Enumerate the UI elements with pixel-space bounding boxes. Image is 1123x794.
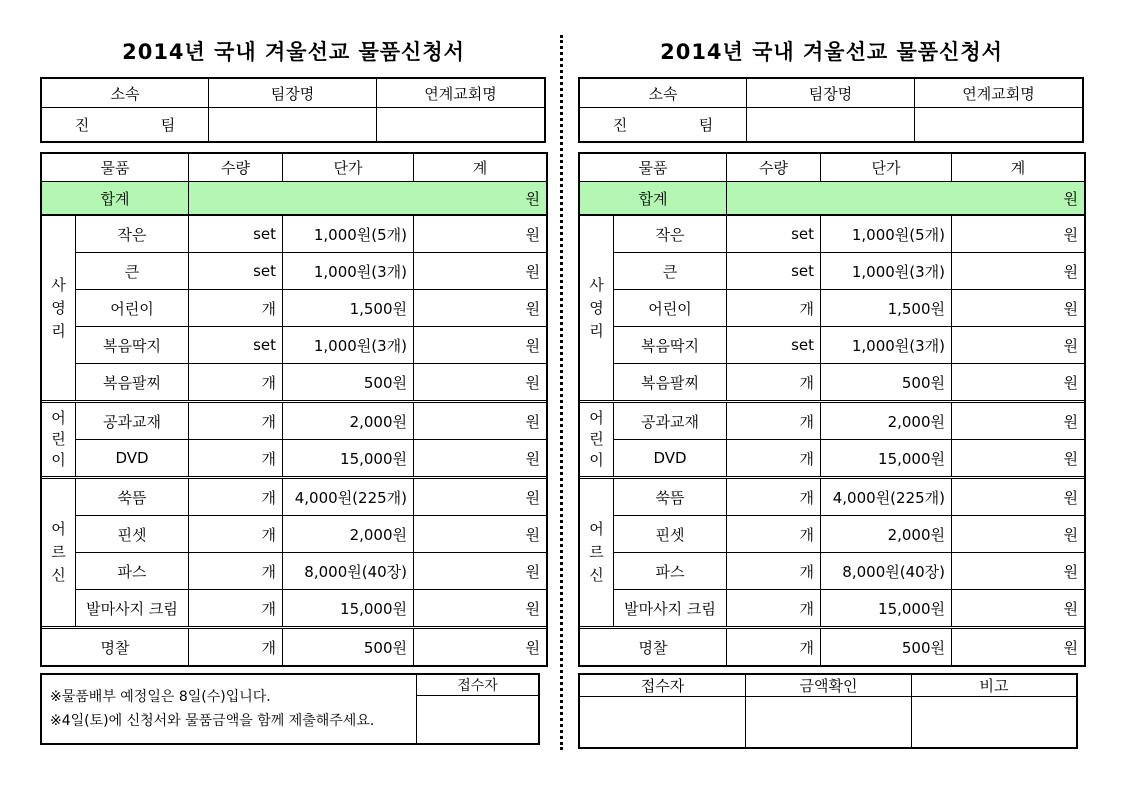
item-total[interactable]: 원 — [414, 290, 547, 327]
item-total[interactable]: 원 — [414, 478, 547, 516]
item-total[interactable]: 원 — [952, 590, 1085, 628]
affiliation-header: 소속 — [42, 79, 209, 108]
total-header: 계 — [952, 154, 1085, 182]
item-price: 2,000원 — [283, 516, 414, 553]
item-header: 물품 — [42, 154, 189, 182]
item-name: 공과교재 — [614, 402, 727, 440]
notice-table — [41, 674, 539, 744]
price-header: 단가 — [821, 154, 952, 182]
group-label-saengni: 사영리 — [580, 215, 614, 402]
item-name: 큰 — [76, 253, 189, 290]
form-title: 2014년 국내 겨울선교 물품신청서 — [122, 40, 465, 64]
item-name: 작은 — [614, 215, 727, 253]
item-qty[interactable]: 개 — [189, 516, 283, 553]
team-prefix: 진 — [74, 116, 90, 134]
qty-header: 수량 — [189, 154, 283, 182]
item-name: 복음딱지 — [614, 327, 727, 364]
item-total[interactable]: 원 — [952, 290, 1085, 327]
item-price: 1,000원(3개) — [821, 327, 952, 364]
group-label-seniors: 어르신 — [580, 478, 614, 628]
item-name: 어린이 — [614, 290, 727, 327]
item-price: 500원 — [821, 364, 952, 402]
item-qty[interactable]: set — [189, 253, 283, 290]
item-name: DVD — [76, 440, 189, 478]
item-price: 1,000원(3개) — [283, 253, 414, 290]
items-table — [579, 153, 1085, 666]
item-price: 4,000원(225개) — [283, 478, 414, 516]
team-info-table — [579, 78, 1083, 142]
item-price: 1,000원(5개) — [283, 215, 414, 253]
item-qty[interactable]: set — [727, 253, 821, 290]
item-qty[interactable]: 개 — [727, 440, 821, 478]
item-total[interactable]: 원 — [952, 516, 1085, 553]
item-name: 명찰 — [580, 628, 727, 666]
notice-line-2: ※4일(토)에 신청서와 물품금액을 함께 제출해주세요. — [50, 713, 375, 729]
item-price: 15,000원 — [821, 440, 952, 478]
item-name: 작은 — [76, 215, 189, 253]
item-qty[interactable]: 개 — [189, 590, 283, 628]
items-table — [41, 153, 547, 666]
church-name-field[interactable] — [377, 108, 545, 142]
receiver-field[interactable] — [580, 697, 746, 748]
item-name: 핀셋 — [614, 516, 727, 553]
church-name-field[interactable] — [915, 108, 1083, 142]
item-name: 파스 — [76, 553, 189, 590]
item-price: 2,000원 — [821, 516, 952, 553]
affiliation-header: 소속 — [580, 79, 747, 108]
affiliation-field[interactable] — [580, 108, 747, 142]
item-qty[interactable]: 개 — [189, 440, 283, 478]
affiliation-field[interactable] — [42, 108, 209, 142]
item-name: 핀셋 — [76, 516, 189, 553]
item-name: 어린이 — [76, 290, 189, 327]
item-price: 8,000원(40장) — [821, 553, 952, 590]
sum-label: 합계 — [42, 182, 189, 216]
item-price: 1,000원(3개) — [283, 327, 414, 364]
remarks-header: 비고 — [912, 675, 1077, 697]
group-label-saengni: 사영리 — [42, 215, 76, 402]
item-qty[interactable]: set — [189, 327, 283, 364]
item-name: 발마사지 크림 — [614, 590, 727, 628]
item-price: 1,500원 — [283, 290, 414, 327]
item-price: 1,000원(5개) — [821, 215, 952, 253]
group-label-children: 어린이 — [580, 402, 614, 478]
item-name: 명찰 — [42, 628, 189, 666]
item-total[interactable]: 원 — [952, 327, 1085, 364]
item-qty[interactable]: 개 — [189, 478, 283, 516]
item-total[interactable]: 원 — [952, 440, 1085, 478]
item-price: 500원 — [283, 364, 414, 402]
item-qty[interactable]: set — [727, 327, 821, 364]
office-use-table — [579, 674, 1077, 748]
item-price: 1,000원(3개) — [821, 253, 952, 290]
item-total[interactable]: 원 — [952, 253, 1085, 290]
item-total[interactable]: 원 — [414, 327, 547, 364]
receiver-header: 접수자 — [417, 675, 539, 696]
item-name: DVD — [614, 440, 727, 478]
item-name: 쑥뜸 — [76, 478, 189, 516]
church-name-header: 연계교회명 — [915, 79, 1083, 108]
item-price: 1,500원 — [821, 290, 952, 327]
leader-name-header: 팀장명 — [209, 79, 377, 108]
item-qty[interactable]: 개 — [727, 590, 821, 628]
item-name: 큰 — [614, 253, 727, 290]
cut-line-divider — [560, 35, 563, 750]
item-qty[interactable]: 개 — [189, 364, 283, 402]
item-price: 15,000원 — [283, 440, 414, 478]
item-total[interactable]: 원 — [414, 215, 547, 253]
price-header: 단가 — [283, 154, 414, 182]
item-qty[interactable]: 개 — [727, 478, 821, 516]
leader-name-header: 팀장명 — [747, 79, 915, 108]
item-total[interactable]: 원 — [952, 402, 1085, 440]
item-qty[interactable]: set — [727, 215, 821, 253]
item-qty[interactable]: 개 — [727, 290, 821, 327]
team-prefix: 진 — [612, 116, 628, 134]
leader-name-field[interactable] — [747, 108, 915, 142]
item-header: 물품 — [580, 154, 727, 182]
sum-amount[interactable]: 원 — [727, 182, 1085, 216]
item-price: 500원 — [821, 628, 952, 666]
item-total[interactable]: 원 — [952, 628, 1085, 666]
item-price: 8,000원(40장) — [283, 553, 414, 590]
item-total[interactable]: 원 — [414, 440, 547, 478]
item-price: 15,000원 — [821, 590, 952, 628]
item-qty[interactable]: 개 — [727, 628, 821, 666]
item-qty[interactable]: 개 — [189, 628, 283, 666]
item-total[interactable]: 원 — [414, 253, 547, 290]
sum-label: 합계 — [580, 182, 727, 216]
item-price: 2,000원 — [283, 402, 414, 440]
form-title: 2014년 국내 겨울선교 물품신청서 — [660, 40, 1003, 64]
church-name-header: 연계교회명 — [377, 79, 545, 108]
item-total[interactable]: 원 — [414, 628, 547, 666]
amount-check-header: 금액확인 — [746, 675, 912, 697]
item-name: 발마사지 크림 — [76, 590, 189, 628]
amount-check-field[interactable] — [746, 697, 912, 748]
sum-amount[interactable]: 원 — [189, 182, 547, 216]
item-qty[interactable]: set — [189, 215, 283, 253]
item-name: 복음팔찌 — [614, 364, 727, 402]
item-name: 공과교재 — [76, 402, 189, 440]
item-name: 복음딱지 — [76, 327, 189, 364]
item-price: 15,000원 — [283, 590, 414, 628]
item-qty[interactable]: 개 — [727, 516, 821, 553]
item-qty[interactable]: 개 — [189, 290, 283, 327]
item-name: 파스 — [614, 553, 727, 590]
item-qty[interactable]: 개 — [727, 364, 821, 402]
receiver-header: 접수자 — [580, 675, 746, 697]
item-qty[interactable]: 개 — [727, 402, 821, 440]
item-qty[interactable]: 개 — [727, 553, 821, 590]
item-total[interactable]: 원 — [414, 516, 547, 553]
item-qty[interactable]: 개 — [189, 402, 283, 440]
leader-name-field[interactable] — [209, 108, 377, 142]
item-total[interactable]: 원 — [414, 402, 547, 440]
item-total[interactable]: 원 — [952, 478, 1085, 516]
qty-header: 수량 — [727, 154, 821, 182]
total-header: 계 — [414, 154, 547, 182]
item-total[interactable]: 원 — [952, 364, 1085, 402]
item-name: 복음팔찌 — [76, 364, 189, 402]
item-total[interactable]: 원 — [952, 215, 1085, 253]
team-info-table — [41, 78, 545, 142]
item-qty[interactable]: 개 — [189, 553, 283, 590]
team-suffix: 팀 — [698, 116, 714, 134]
item-total[interactable]: 원 — [414, 590, 547, 628]
group-label-children: 어린이 — [42, 402, 76, 478]
item-total[interactable]: 원 — [414, 364, 547, 402]
item-price: 4,000원(225개) — [821, 478, 952, 516]
item-price: 500원 — [283, 628, 414, 666]
receiver-field[interactable] — [417, 696, 539, 744]
notice-text — [42, 675, 417, 744]
item-total[interactable]: 원 — [952, 553, 1085, 590]
group-label-seniors: 어르신 — [42, 478, 76, 628]
item-price: 2,000원 — [821, 402, 952, 440]
item-name: 쑥뜸 — [614, 478, 727, 516]
item-total[interactable]: 원 — [414, 553, 547, 590]
notice-line-1: ※물품배부 예정일은 8일(수)입니다. — [50, 689, 271, 705]
team-suffix: 팀 — [160, 116, 176, 134]
remarks-field[interactable] — [912, 697, 1077, 748]
